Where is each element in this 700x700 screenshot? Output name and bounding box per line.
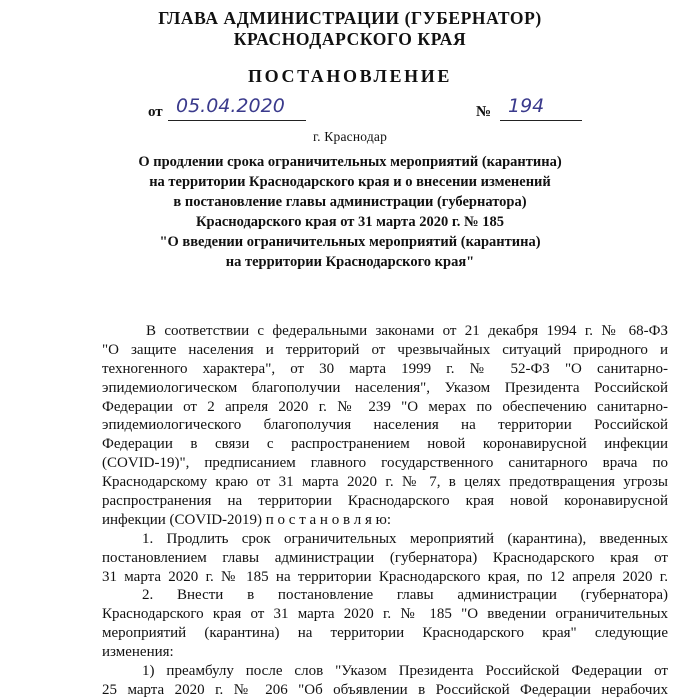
body-line: эпидемиологическом благополучии населения", Указом Президента Российской [102,379,668,396]
body-line: 2. Внести в постановление главы администрации (губернатора) [142,587,668,604]
body-line: Федерации в связи с распространением новой коронавирусной инфекции [102,436,668,453]
title-line: на территории Краснодарского края и о внесении изменений [149,174,551,190]
from-label: от [148,104,163,120]
document-body [102,322,668,700]
body-line: В соответствии с федеральными законами от 21 декабря 1994 г. № 68-ФЗ [146,323,668,339]
body-line: распространения на территории Краснодарского края новой коронавирусной [102,493,668,510]
body-line: техногенного характера", от 30 марта 1999 г. № 52-ФЗ "О санитарно- [102,360,668,377]
title-line: в постановление главы администрации (губернатора) [173,194,527,210]
number-underline [500,120,582,121]
body-line: 25 марта 2020 г. № 206 "Об объявлении в Российской Федерации нерабочих [102,681,668,698]
body-line: эпидемиологического благополучия населения на территории Российской [102,417,668,434]
title-line: О продлении срока ограничительных мероприятий (карантина) [138,154,562,170]
document-number: 194 [508,95,545,117]
number-label: № [476,104,492,120]
title-line: Краснодарского края от 31 марта 2020 г. № 185 [196,214,504,230]
date-underline [168,120,306,121]
body-line: Федерации от 2 апреля 2020 г. № 239 "О мерах по обеспечению санитарно- [102,398,668,415]
body-line: Краснодарскому краю от 31 марта 2020 г. № 7, в целях предотвращения угрозы [102,474,668,491]
document-date: 05.04.2020 [176,95,285,117]
body-line: "О защите населения и территорий от чрезвычайных ситуаций природного и [102,341,668,358]
body-line: мероприятий (карантина) на территории Краснодарского края" следующие [102,625,668,642]
body-line: 31 марта 2020 г. № 185 на территории Краснодарского края, по 12 апреля 2020 г. [102,568,668,585]
body-line: инфекции (COVID-2019) п о с т а н о в л я ю: [102,511,392,528]
body-line: (COVID-19)", предписанием главного государственного санитарного врача по [102,455,668,472]
title-line: на территории Краснодарского края" [225,254,475,270]
city: г. Краснодар [312,129,388,144]
document-type: ПОСТАНОВЛЕНИЕ [248,66,452,86]
authority-name: ГЛАВА АДМИНИСТРАЦИИ (ГУБЕРНАТОР) [158,8,542,28]
region-name: КРАСНОДАРСКОГО КРАЯ [233,29,467,49]
document-title [0,152,700,272]
body-line: постановлением главы администрации (губернатора) Краснодарского края от [102,549,668,566]
body-line: 1. Продлить срок ограничительных мероприятий (карантина), введенных [142,530,668,547]
body-line: изменения: [102,644,174,661]
title-line: "О введении ограничительных мероприятий (карантина) [159,234,541,250]
body-line: Краснодарского края от 31 марта 2020 г. № 185 "О введении ограничительных [102,606,668,623]
body-line: 1) преамбулу после слов "Указом Президента Российской Федерации от [142,663,668,680]
